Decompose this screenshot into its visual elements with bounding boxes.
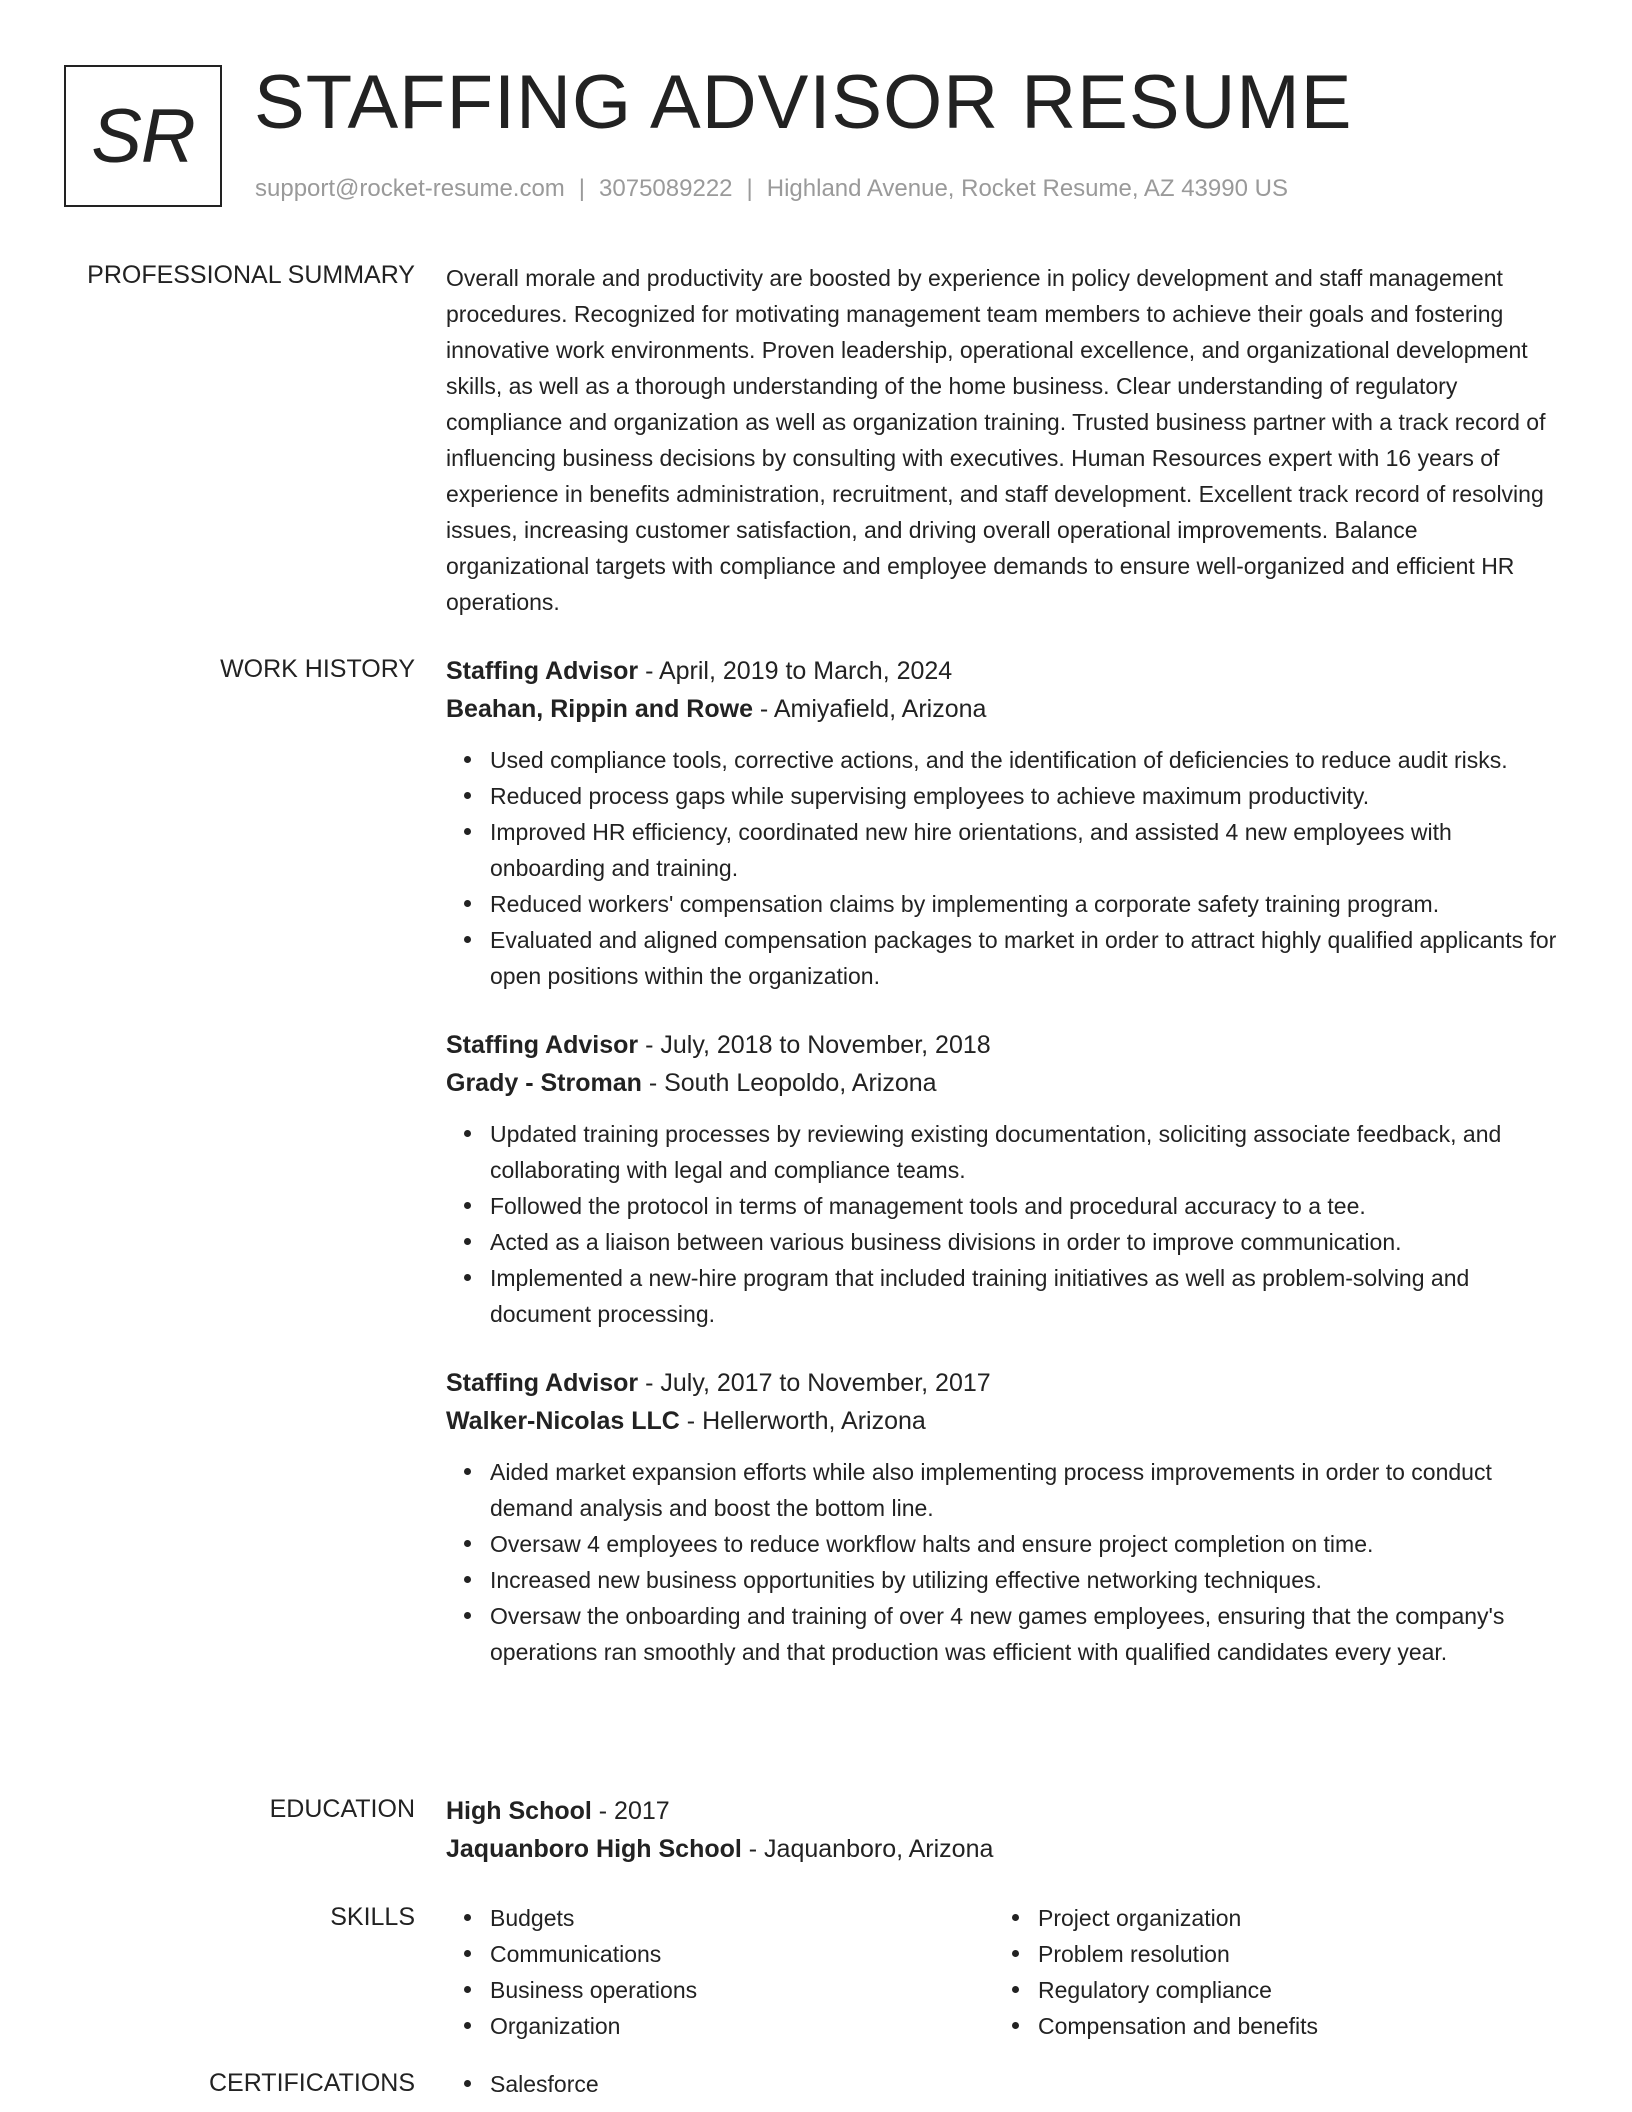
job-company: Beahan, Rippin and Rowe xyxy=(446,695,753,723)
job-dates: - July, 2017 to November, 2017 xyxy=(638,1369,991,1397)
job-bullet: Oversaw 4 employees to reduce workflow halts and ensure project completion on time. xyxy=(490,1526,1558,1562)
job-title-line xyxy=(446,1026,1558,1064)
education-body xyxy=(446,1792,1558,1868)
education-location: - Jaquanboro, Arizona xyxy=(741,1835,994,1863)
job-bullet: Aided market expansion efforts while also implementing process improvements in order to conduct demand analysis and boost the bottom line. xyxy=(490,1454,1558,1526)
job-bullet: Followed the protocol in terms of management tools and procedural accuracy to a tee. xyxy=(490,1188,1558,1224)
skill-item: Problem resolution xyxy=(1038,1936,1542,1972)
contact-separator: | xyxy=(746,175,753,202)
contact-address: Highland Avenue, Rocket Resume, AZ 43990 US xyxy=(766,175,1288,202)
job-location: - South Leopoldo, Arizona xyxy=(641,1069,937,1097)
contact-line xyxy=(255,175,1288,204)
skill-item: Compensation and benefits xyxy=(1038,2008,1542,2044)
job-bullet: Reduced workers' compensation claims by implementing a corporate safety training program. xyxy=(490,886,1558,922)
job-bullet: Improved HR efficiency, coordinated new hire orientations, and assisted 4 new employees with onboarding and training. xyxy=(490,814,1558,886)
skill-item: Organization xyxy=(490,2008,994,2044)
job-bullet: Acted as a liaison between various business divisions in order to improve communication. xyxy=(490,1224,1558,1260)
section-label-summary: PROFESSIONAL SUMMARY xyxy=(87,261,415,289)
job-bullet: Evaluated and aligned compensation packages to market in order to attract highly qualified applicants for open positions within the organization. xyxy=(490,922,1558,994)
job-entry xyxy=(446,652,1558,994)
summary-text: Overall morale and productivity are boosted by experience in policy development and staff management procedures. Recognized for motivating management team members to achieve their goals and fostering innovative work environments. Proven leadership, operational excellence, and organizational development skills, as well as a thorough understanding of the home business. Clear understanding of regulatory compliance and organization as well as organization training. Trusted business partner with a track record of influencing business decisions by consulting with executives. Human Resources expert with 16 years of experience in benefits administration, recruitment, and staff development. Excellent track record of resolving issues, increasing customer satisfaction, and driving overall operational improvements. Balance organizational targets with compliance and employee demands to ensure well-organized and efficient HR operations. xyxy=(446,265,1546,615)
job-company: Grady - Stroman xyxy=(446,1069,642,1097)
certifications-list xyxy=(446,2066,1558,2102)
job-bullet: Reduced process gaps while supervising employees to achieve maximum productivity. xyxy=(490,778,1558,814)
job-company-line xyxy=(446,1064,1558,1102)
job-bullet: Updated training processes by reviewing existing documentation, soliciting associate feedback, and collaborating with legal and compliance teams. xyxy=(490,1116,1558,1188)
education-school-line xyxy=(446,1830,1558,1868)
job-bullet: Oversaw the onboarding and training of over 4 new games employees, ensuring that the company's operations ran smoothly and that production was efficient with qualified candidates every year. xyxy=(490,1598,1558,1670)
job-company-line xyxy=(446,1402,1558,1440)
contact-email[interactable]: support@rocket-resume.com xyxy=(255,175,565,202)
page-title: STAFFING ADVISOR RESUME xyxy=(254,60,1353,145)
monogram-badge: SR xyxy=(64,65,222,207)
job-entry xyxy=(446,1364,1558,1670)
job-company-line xyxy=(446,690,1558,728)
skill-item: Business operations xyxy=(490,1972,994,2008)
job-title: Staffing Advisor xyxy=(446,1031,639,1059)
section-label-skills: SKILLS xyxy=(330,1903,415,1931)
job-bullet: Increased new business opportunities by utilizing effective networking techniques. xyxy=(490,1562,1558,1598)
work-history-body xyxy=(446,652,1558,1702)
education-degree: High School xyxy=(446,1797,592,1825)
job-company: Walker-Nicolas LLC xyxy=(446,1407,680,1435)
job-title-line xyxy=(446,1364,1558,1402)
skill-item: Budgets xyxy=(490,1900,994,1936)
skills-body xyxy=(446,1900,1558,2044)
job-bullets xyxy=(446,742,1558,994)
job-bullets xyxy=(446,1454,1558,1670)
job-entry xyxy=(446,1026,1558,1332)
job-title: Staffing Advisor xyxy=(446,1369,639,1397)
job-location: - Hellerworth, Arizona xyxy=(679,1407,926,1435)
section-label-work-history: WORK HISTORY xyxy=(220,655,415,683)
education-school: Jaquanboro High School xyxy=(446,1835,742,1863)
job-title: Staffing Advisor xyxy=(446,657,639,685)
skill-item: Regulatory compliance xyxy=(1038,1972,1542,2008)
summary-body xyxy=(446,260,1558,620)
job-bullet: Implemented a new-hire program that included training initiatives as well as problem-solving and document processing. xyxy=(490,1260,1558,1332)
job-title-line xyxy=(446,652,1558,690)
job-bullets xyxy=(446,1116,1558,1332)
skill-item: Project organization xyxy=(1038,1900,1542,1936)
job-dates: - July, 2018 to November, 2018 xyxy=(638,1031,991,1059)
section-label-education: EDUCATION xyxy=(269,1795,415,1823)
resume-header xyxy=(64,60,1564,215)
education-year: - 2017 xyxy=(591,1797,670,1825)
job-dates: - April, 2019 to March, 2024 xyxy=(638,657,953,685)
skill-item: Communications xyxy=(490,1936,994,1972)
skills-column-1 xyxy=(446,1900,994,2044)
job-bullet: Used compliance tools, corrective actions, and the identification of deficiencies to reduce audit risks. xyxy=(490,742,1558,778)
section-label-certifications: CERTIFICATIONS xyxy=(208,2069,415,2097)
skills-grid xyxy=(446,1900,1558,2044)
skills-column-2 xyxy=(994,1900,1542,2044)
job-location: - Amiyafield, Arizona xyxy=(752,695,987,723)
skills-list xyxy=(446,1900,994,2044)
certifications-body xyxy=(446,2066,1558,2102)
contact-separator: | xyxy=(578,175,586,202)
skills-list xyxy=(994,1900,1542,2044)
education-degree-line xyxy=(446,1792,1558,1830)
contact-phone[interactable]: 3075089222 xyxy=(599,175,733,202)
certification-item: Salesforce xyxy=(490,2066,1558,2102)
